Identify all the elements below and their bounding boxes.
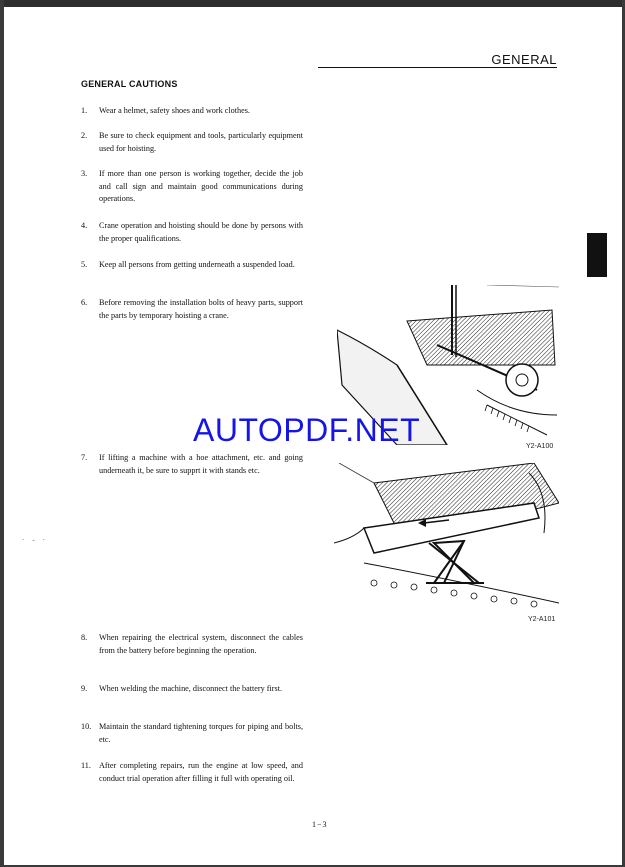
window-top-border [0, 0, 625, 7]
caution-item-10 [81, 721, 303, 746]
item-text: Be sure to check equipment and tools, particularly equipment used for hoisting. [99, 131, 303, 153]
figure-code: Y2-A100 [526, 443, 554, 450]
item-text: After completing repairs, run the engine at low speed, and conduct trial operation after filling it full with operating oil. [99, 761, 303, 783]
caution-item-4 [81, 220, 303, 245]
item-number: 3. [81, 169, 88, 178]
item-number: 1. [81, 106, 88, 115]
item-text: When repairing the electrical system, disconnect the cables from the battery before beginning the operation. [99, 633, 303, 655]
section-index-tab [587, 233, 607, 277]
item-text: If more than one person is working together, decide the job and call sign and maintain good communications during operations. [99, 169, 303, 204]
machine-on-stand-illustration [334, 463, 559, 613]
item-number: 6. [81, 298, 88, 307]
item-text: Keep all persons from getting underneath a suspended load. [99, 260, 295, 269]
item-number: 5. [81, 260, 88, 269]
caution-item-5 [81, 259, 303, 272]
item-text: Wear a helmet, safety shoes and work clothes. [99, 106, 250, 115]
caution-item-8 [81, 632, 303, 657]
page-header-title: GENERAL [491, 52, 557, 67]
item-text: When welding the machine, disconnect the battery first. [99, 684, 283, 693]
figure-code: Y2-A101 [528, 616, 556, 623]
item-text: Before removing the installation bolts of heavy parts, support the parts by temporary hoisting a crane. [99, 298, 303, 320]
window-left-border [0, 0, 4, 867]
caution-item-9 [81, 683, 303, 696]
item-number: 7. [81, 453, 88, 462]
caution-item-6 [81, 297, 303, 322]
item-number: 8. [81, 633, 88, 642]
caution-item-1 [81, 105, 303, 118]
item-number: 9. [81, 684, 88, 693]
watermark: AUTOPDF.NET [193, 412, 421, 448]
caution-item-11 [81, 760, 303, 785]
item-number: 10. [81, 722, 92, 731]
scan-speck: ·‐· [22, 536, 53, 544]
item-text: Crane operation and hoisting should be done by persons with the proper qualifications. [99, 221, 303, 243]
item-number: 4. [81, 221, 88, 230]
section-heading: GENERAL CAUTIONS [81, 79, 178, 89]
item-number: 2. [81, 131, 88, 140]
item-number: 11. [81, 761, 91, 770]
caution-item-7 [81, 452, 303, 477]
header-rule [318, 67, 557, 68]
caution-item-2 [81, 130, 303, 155]
page-number: 1−3 [312, 820, 328, 829]
item-text: If lifting a machine with a hoe attachment, etc. and going underneath it, be sure to supprt it with stands etc. [99, 453, 303, 475]
caution-item-3 [81, 168, 303, 206]
item-text: Maintain the standard tightening torques for piping and bolts, etc. [99, 722, 303, 744]
